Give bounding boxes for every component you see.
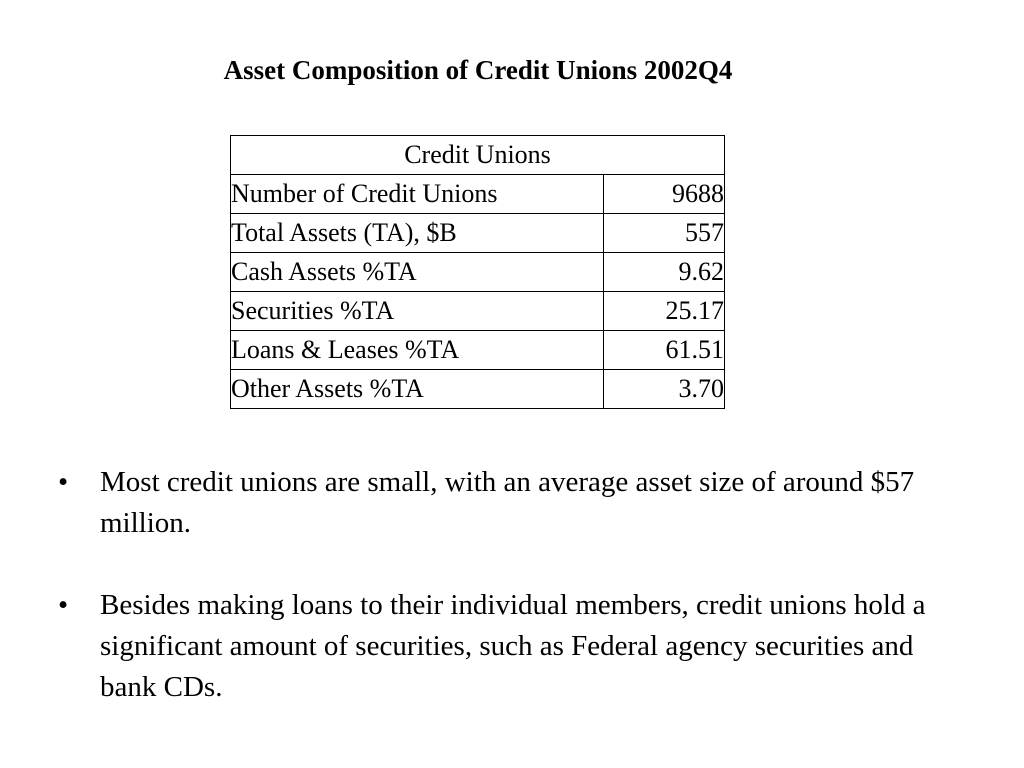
row-value: 9688: [604, 175, 725, 214]
table-row: [231, 331, 725, 370]
row-label: Cash Assets %TA: [231, 253, 604, 292]
bullet-text: Most credit unions are small, with an average asset size of around $57 million.: [100, 466, 915, 539]
row-value: 3.70: [604, 370, 725, 409]
bullet-item: [58, 585, 958, 708]
row-label: Loans & Leases %TA: [231, 331, 604, 370]
row-label: Number of Credit Unions: [231, 175, 604, 214]
slide-title: Asset Composition of Credit Unions 2002Q4: [223, 55, 733, 85]
table-row: [231, 175, 725, 214]
bullet-text: Besides making loans to their individual members, credit unions hold a significant amount of securities, such as Federal agency securities and bank CDs.: [100, 589, 926, 703]
bullet-dot-icon: •: [58, 589, 69, 621]
table-row: [231, 253, 725, 292]
table-row: [231, 370, 725, 409]
row-label: Total Assets (TA), $B: [231, 214, 604, 253]
row-value: 25.17: [604, 292, 725, 331]
row-label: Securities %TA: [231, 292, 604, 331]
credit-union-table: [230, 135, 725, 409]
bullet-item: [58, 462, 958, 544]
table-header: Credit Unions: [231, 136, 725, 175]
table-row: [231, 214, 725, 253]
bullet-list: [58, 462, 958, 749]
row-label: Other Assets %TA: [231, 370, 604, 409]
row-value: 557: [604, 214, 725, 253]
table-row: [231, 292, 725, 331]
table-header-row: [231, 136, 725, 175]
row-value: 61.51: [604, 331, 725, 370]
row-value: 9.62: [604, 253, 725, 292]
bullet-dot-icon: •: [58, 466, 69, 498]
